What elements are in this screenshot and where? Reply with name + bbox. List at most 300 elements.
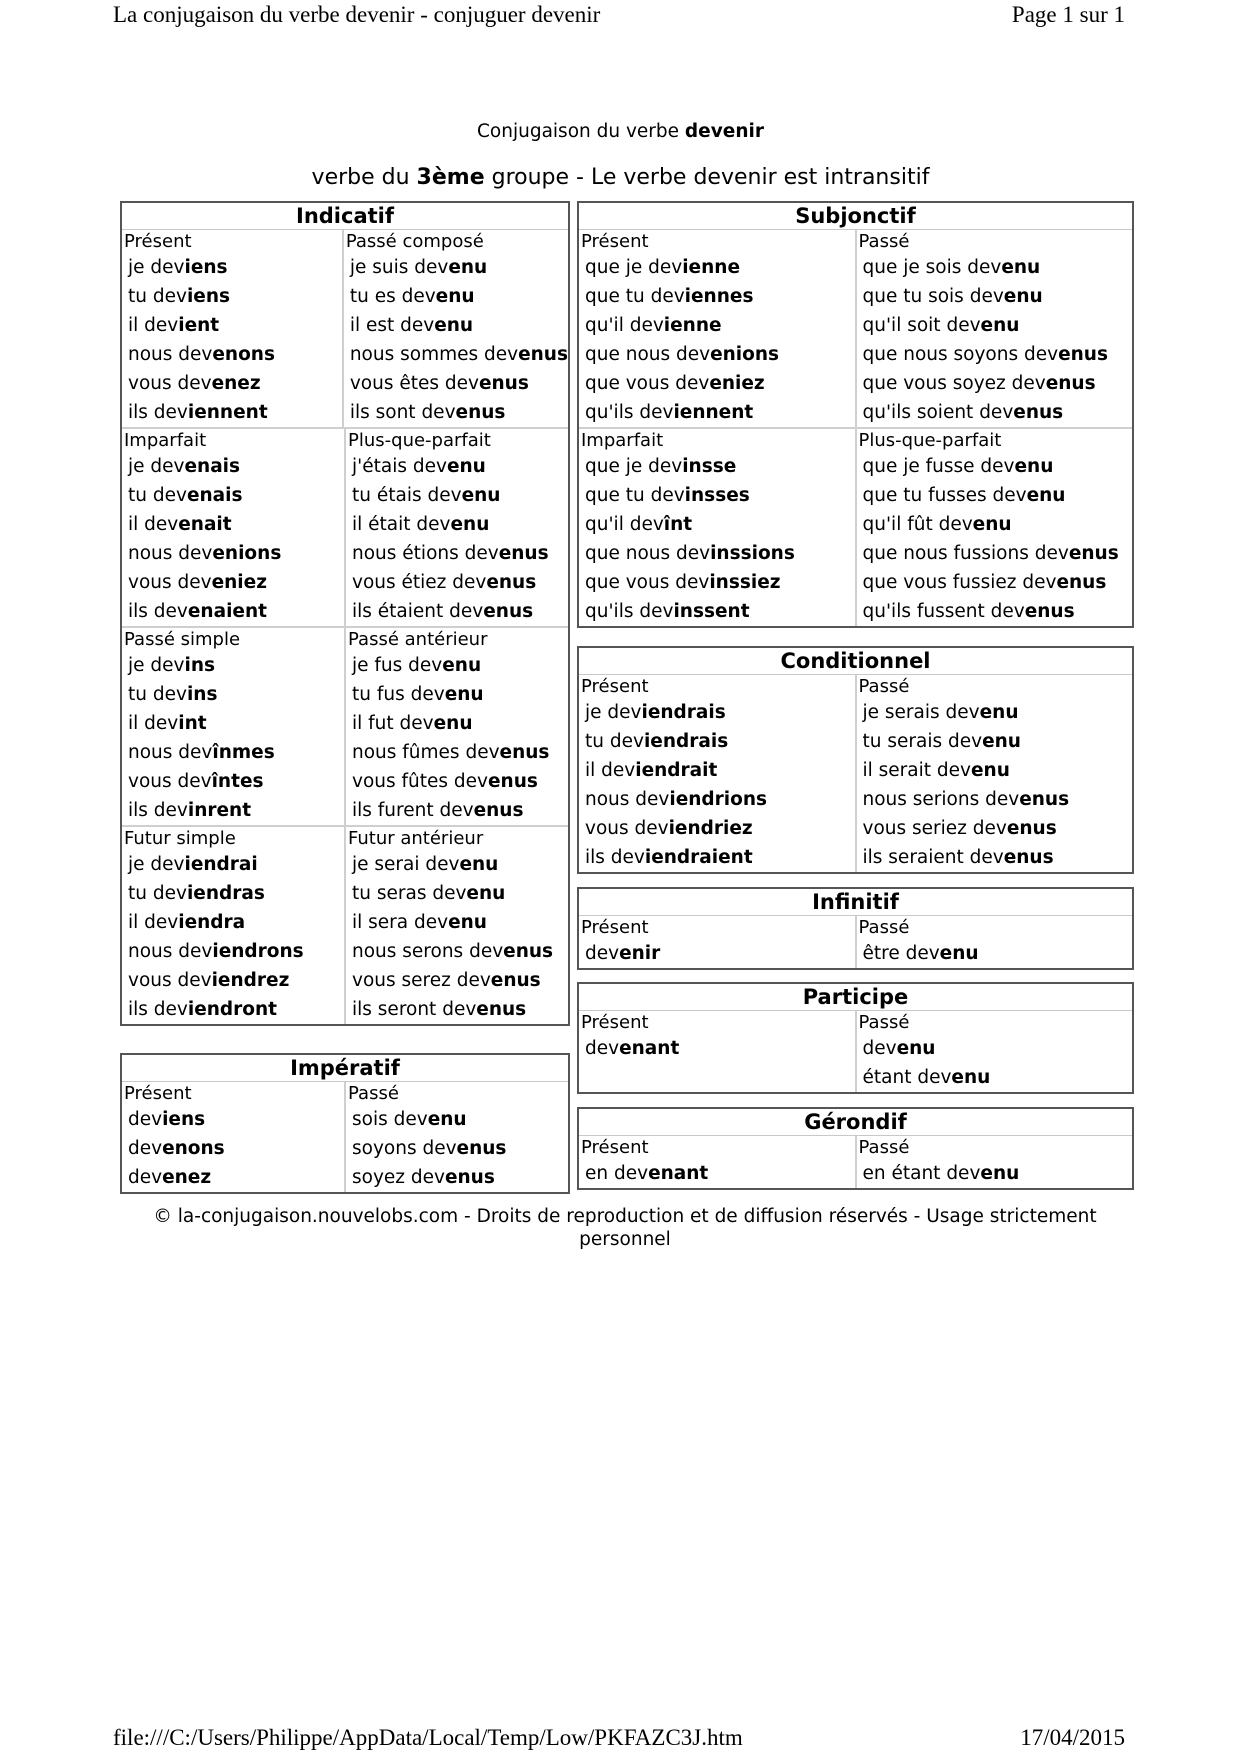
- tense-column: [855, 675, 1133, 872]
- form-stem: que je dev: [585, 257, 683, 278]
- form-ending: enus: [1056, 572, 1107, 593]
- tense-column: [342, 230, 568, 427]
- conjugated-form: [857, 340, 1133, 369]
- form-stem: que tu dev: [585, 485, 685, 506]
- tense-block: [122, 827, 568, 1024]
- form-stem: tu es dev: [349, 286, 436, 307]
- form-stem: il sera dev: [352, 912, 449, 933]
- form-stem: soyons dev: [352, 1138, 457, 1159]
- form-stem: ils seraient dev: [862, 847, 1004, 868]
- verb-group-suffix: groupe - Le verbe devenir est intransitif: [484, 165, 930, 190]
- conjugated-form: [122, 481, 344, 510]
- form-ending: enu: [459, 854, 499, 875]
- form-stem: que je sois dev: [862, 257, 1002, 278]
- form-ending: iendriez: [668, 818, 753, 839]
- tense-column: [122, 429, 344, 626]
- form-stem: je dev: [128, 456, 185, 477]
- form-ending: inssiez: [709, 572, 781, 593]
- form-stem: je dev: [585, 702, 642, 723]
- form-ending: iendrions: [669, 789, 768, 810]
- form-ending: enus: [1013, 402, 1064, 423]
- form-ending: enus: [478, 373, 529, 394]
- form-stem: qu'il dev: [585, 514, 664, 535]
- form-ending: enus: [1019, 789, 1070, 810]
- form-stem: que tu sois dev: [862, 286, 1004, 307]
- form-ending: insse: [682, 456, 737, 477]
- form-ending: iennent: [673, 402, 754, 423]
- form-ending: inrent: [187, 800, 252, 821]
- conjugated-form: [122, 738, 344, 767]
- form-stem: je dev: [128, 655, 185, 676]
- form-stem: il dev: [128, 912, 179, 933]
- form-ending: ienne: [663, 315, 722, 336]
- form-ending: enu: [446, 456, 486, 477]
- conjugated-form: [122, 709, 344, 738]
- conjugated-form: [579, 939, 855, 968]
- tense-name: Passé composé: [345, 231, 484, 252]
- form-stem: que vous dev: [585, 572, 710, 593]
- tense-block: [579, 1011, 1132, 1092]
- tense-column: [579, 916, 855, 968]
- form-stem: vous dev: [128, 771, 212, 792]
- form-stem: ils sont dev: [349, 402, 456, 423]
- form-ending: enus: [498, 543, 549, 564]
- form-ending: ins: [186, 684, 218, 705]
- form-ending: enions: [710, 344, 780, 365]
- conjugated-form: [579, 1159, 855, 1188]
- tense-block: [122, 628, 568, 827]
- tense-block: [122, 1082, 568, 1192]
- indicatif-box: [120, 201, 570, 1026]
- conjugated-form: [857, 698, 1133, 727]
- form-stem: ils dev: [585, 847, 645, 868]
- form-stem: étant dev: [862, 1067, 952, 1088]
- tense-block: [122, 230, 568, 429]
- conjugated-form: [122, 398, 342, 427]
- form-ending: int: [178, 713, 207, 734]
- section-title-conditionnel: Conditionnel: [579, 648, 1132, 675]
- form-ending: enu: [450, 514, 490, 535]
- form-stem: je fus dev: [352, 655, 443, 676]
- form-ending: enus: [455, 402, 506, 423]
- form-stem: il dev: [585, 760, 636, 781]
- form-stem: il fut dev: [352, 713, 434, 734]
- section-title-subjonctif: Subjonctif: [579, 203, 1132, 230]
- conjugated-form: [122, 1134, 344, 1163]
- conjugated-form: [346, 738, 568, 767]
- conjugated-form: [122, 850, 344, 879]
- form-ending: insses: [684, 485, 750, 506]
- form-stem: il dev: [128, 713, 179, 734]
- tense-column: [579, 1136, 855, 1188]
- form-ending: enu: [970, 760, 1010, 781]
- conjugated-form: [579, 568, 855, 597]
- form-stem: être dev: [862, 943, 940, 964]
- form-stem: qu'il dev: [585, 315, 664, 336]
- tense-name: Imparfait: [124, 430, 207, 451]
- form-ending: enus: [473, 800, 524, 821]
- form-stem: que tu dev: [585, 286, 685, 307]
- tense-block: [122, 429, 568, 628]
- form-ending: eniez: [709, 373, 765, 394]
- form-ending: enus: [487, 771, 538, 792]
- form-stem: j'étais dev: [352, 456, 447, 477]
- conjugated-form: [857, 1034, 1133, 1063]
- conjugated-form: [122, 369, 342, 398]
- form-stem: vous dev: [585, 818, 669, 839]
- form-ending: enons: [212, 344, 275, 365]
- tense-name: Passé: [858, 1137, 910, 1158]
- form-ending: enais: [186, 485, 243, 506]
- form-ending: enu: [896, 1038, 936, 1059]
- form-stem: dev: [128, 1167, 163, 1188]
- form-stem: il dev: [128, 315, 179, 336]
- tense-name: Présent: [581, 917, 649, 938]
- conjugated-form: [857, 481, 1133, 510]
- form-ending: enu: [1003, 286, 1043, 307]
- conjugated-form: [579, 756, 855, 785]
- conjugated-form: [857, 539, 1133, 568]
- form-stem: il dev: [128, 514, 179, 535]
- conjugated-form: [346, 1163, 568, 1192]
- form-stem: tu dev: [128, 883, 187, 904]
- conjugated-form: [346, 879, 568, 908]
- form-stem: vous êtes dev: [349, 373, 479, 394]
- conjugated-form: [857, 1063, 1133, 1092]
- form-stem: dev: [585, 1038, 620, 1059]
- form-stem: tu dev: [128, 684, 187, 705]
- form-ending: enu: [433, 713, 473, 734]
- tense-column: [122, 1082, 344, 1192]
- print-header-title: La conjugaison du verbe devenir - conjuguer devenir: [113, 2, 601, 27]
- form-stem: je serais dev: [862, 702, 980, 723]
- tense-column: [122, 230, 342, 427]
- tense-name: Passé: [858, 917, 910, 938]
- form-stem: nous dev: [585, 789, 670, 810]
- tense-name: Imparfait: [581, 430, 664, 451]
- form-ending: enus: [503, 941, 554, 962]
- form-ending: enu: [979, 702, 1019, 723]
- form-ending: enu: [427, 1109, 467, 1130]
- tense-name: Présent: [581, 1137, 649, 1158]
- conjugated-form: [857, 843, 1133, 872]
- form-ending: enu: [444, 684, 484, 705]
- conjugated-form: [122, 966, 344, 995]
- tense-name: Futur simple: [124, 828, 236, 849]
- conjugated-form: [857, 253, 1133, 282]
- form-ending: enais: [184, 456, 241, 477]
- conjugated-form: [346, 796, 568, 825]
- form-ending: enu: [448, 257, 488, 278]
- conjugated-form: [122, 452, 344, 481]
- conjugated-form: [122, 568, 344, 597]
- verb-group-prefix: verbe du: [311, 165, 417, 190]
- conjugated-form: [579, 698, 855, 727]
- form-stem: ils dev: [128, 402, 188, 423]
- form-stem: qu'ils soient dev: [862, 402, 1014, 423]
- form-stem: tu dev: [585, 731, 644, 752]
- tense-name: Passé antérieur: [348, 629, 488, 650]
- tense-column: [579, 230, 855, 427]
- conjugated-form: [857, 452, 1133, 481]
- form-stem: il est dev: [349, 315, 435, 336]
- form-stem: sois dev: [352, 1109, 428, 1130]
- print-header-page-number: Page 1 sur 1: [1011, 2, 1125, 27]
- conjugated-form: [122, 1163, 344, 1192]
- form-ending: enu: [1026, 485, 1066, 506]
- form-stem: nous étions dev: [352, 543, 499, 564]
- form-ending: enir: [619, 943, 661, 964]
- conjugated-form: [579, 340, 855, 369]
- form-stem: que tu fusses dev: [862, 485, 1027, 506]
- conjugated-form: [579, 597, 855, 626]
- conjugated-form: [857, 1159, 1133, 1188]
- conjugated-form: [122, 282, 342, 311]
- form-ending: enus: [1058, 344, 1108, 365]
- conjugated-form: [122, 253, 342, 282]
- form-ending: iendra: [178, 912, 246, 933]
- conjugated-form: [857, 756, 1133, 785]
- form-stem: nous serions dev: [862, 789, 1020, 810]
- tense-name: Plus-que-parfait: [858, 430, 1002, 451]
- form-stem: ils étaient dev: [352, 601, 484, 622]
- tense-block: [579, 230, 1132, 429]
- form-stem: vous serez dev: [352, 970, 491, 991]
- conjugated-form: [346, 908, 568, 937]
- conjugated-form: [579, 539, 855, 568]
- form-stem: tu dev: [128, 286, 187, 307]
- section-title-indicatif: Indicatif: [122, 203, 568, 230]
- form-ending: enez: [162, 1167, 212, 1188]
- form-ending: iens: [184, 257, 228, 278]
- form-stem: ils seront dev: [352, 999, 477, 1020]
- form-ending: ient: [178, 315, 220, 336]
- form-ending: înt: [663, 514, 693, 535]
- form-stem: ils furent dev: [352, 800, 474, 821]
- form-stem: en étant dev: [862, 1163, 981, 1184]
- conjugated-form: [857, 369, 1133, 398]
- form-stem: vous dev: [128, 572, 212, 593]
- conjugated-form: [344, 282, 568, 311]
- conjugated-form: [122, 767, 344, 796]
- form-stem: tu dev: [128, 485, 187, 506]
- form-ending: enus: [456, 1138, 507, 1159]
- conjugated-form: [122, 1105, 344, 1134]
- conjugated-form: [857, 282, 1133, 311]
- conjugated-form: [346, 995, 568, 1024]
- form-ending: iendrais: [643, 731, 729, 752]
- conjugated-form: [346, 597, 568, 626]
- form-ending: enant: [648, 1163, 709, 1184]
- form-stem: que je dev: [585, 456, 683, 477]
- conjugated-form: [344, 311, 568, 340]
- copyright-notice: © la-conjugaison.nouvelobs.com - Droits de reproduction et de diffusion réservés - Usage strictement personnel: [153, 1206, 1097, 1250]
- conjugated-form: [579, 481, 855, 510]
- conjugated-form: [579, 452, 855, 481]
- form-stem: nous serons dev: [352, 941, 504, 962]
- conjugated-form: [346, 651, 568, 680]
- conjugated-form: [579, 398, 855, 427]
- form-ending: iendras: [186, 883, 265, 904]
- form-stem: soyez dev: [352, 1167, 445, 1188]
- form-ending: ins: [184, 655, 216, 676]
- form-stem: qu'il soit dev: [862, 315, 981, 336]
- form-stem: en dev: [585, 1163, 649, 1184]
- form-ending: iendrai: [184, 854, 258, 875]
- tense-name: Présent: [581, 1012, 649, 1033]
- conjugated-form: [122, 937, 344, 966]
- conjugated-form: [344, 398, 568, 427]
- conjugated-form: [579, 814, 855, 843]
- tense-column: [579, 429, 855, 626]
- conjugated-form: [579, 785, 855, 814]
- form-ending: enez: [211, 373, 261, 394]
- tense-block: [579, 916, 1132, 968]
- conjugated-form: [346, 568, 568, 597]
- form-stem: que nous fussions dev: [862, 543, 1069, 564]
- conjugated-form: [122, 651, 344, 680]
- tense-column: [855, 230, 1133, 427]
- tense-name: Passé: [858, 231, 910, 252]
- form-ending: iennent: [187, 402, 268, 423]
- form-ending: enu: [972, 514, 1012, 535]
- form-stem: dev: [128, 1138, 163, 1159]
- form-stem: ils dev: [128, 999, 188, 1020]
- tense-column: [344, 827, 568, 1024]
- form-stem: je dev: [128, 854, 185, 875]
- conjugated-form: [344, 253, 568, 282]
- form-ending: inssions: [710, 543, 795, 564]
- form-stem: dev: [862, 1038, 897, 1059]
- conjugated-form: [122, 539, 344, 568]
- form-stem: qu'ils dev: [585, 402, 674, 423]
- participe-box: [577, 982, 1134, 1094]
- tense-column: [344, 628, 568, 825]
- print-footer-file-path: file:///C:/Users/Philippe/AppData/Local/Temp/Low/PKFAZC3J.htm: [113, 1725, 743, 1750]
- tense-name: Passé: [858, 676, 910, 697]
- form-ending: enait: [178, 514, 232, 535]
- form-ending: iendrons: [212, 941, 304, 962]
- form-stem: dev: [128, 1109, 163, 1130]
- form-stem: que vous fussiez dev: [862, 572, 1057, 593]
- form-ending: enus: [518, 344, 568, 365]
- conjugated-form: [857, 939, 1133, 968]
- tense-column: [855, 1136, 1133, 1188]
- form-ending: iens: [186, 286, 231, 307]
- form-ending: enu: [442, 655, 482, 676]
- form-ending: enus: [1024, 601, 1075, 622]
- form-ending: enaient: [187, 601, 267, 622]
- form-stem: nous dev: [128, 344, 213, 365]
- conjugated-form: [344, 369, 568, 398]
- conjugated-form: [346, 709, 568, 738]
- conditionnel-box: [577, 646, 1134, 874]
- conjugated-form: [579, 311, 855, 340]
- form-stem: dev: [585, 943, 620, 964]
- form-stem: je serai dev: [352, 854, 460, 875]
- conjugated-form: [122, 510, 344, 539]
- form-ending: iens: [162, 1109, 206, 1130]
- form-ending: enu: [461, 485, 501, 506]
- form-ending: enus: [499, 742, 550, 763]
- conjugated-form: [579, 369, 855, 398]
- form-stem: vous fûtes dev: [352, 771, 488, 792]
- form-ending: enus: [1045, 373, 1096, 394]
- form-ending: iendraient: [644, 847, 753, 868]
- form-ending: enu: [435, 286, 475, 307]
- tense-name: Futur antérieur: [348, 828, 484, 849]
- form-ending: enus: [1006, 818, 1057, 839]
- conjugated-form: [579, 253, 855, 282]
- form-ending: enus: [1003, 847, 1054, 868]
- form-stem: que nous dev: [585, 344, 711, 365]
- conjugated-form: [857, 568, 1133, 597]
- tense-column: [122, 827, 344, 1024]
- conjugated-form: [346, 1105, 568, 1134]
- form-stem: tu serais dev: [862, 731, 983, 752]
- section-title-infinitif: Infinitif: [579, 889, 1132, 916]
- form-ending: iendrait: [635, 760, 718, 781]
- form-ending: enu: [980, 315, 1020, 336]
- conjugated-form: [346, 510, 568, 539]
- conjugated-form: [346, 481, 568, 510]
- form-stem: nous dev: [128, 742, 213, 763]
- form-ending: enus: [1068, 543, 1119, 564]
- form-stem: nous dev: [128, 941, 213, 962]
- print-footer-date: 17/04/2015: [1020, 1725, 1125, 1750]
- form-ending: iennes: [684, 286, 754, 307]
- verb-group-line: [0, 165, 1241, 190]
- conjugated-form: [122, 680, 344, 709]
- conjugated-form: [122, 796, 344, 825]
- conjugated-form: [579, 510, 855, 539]
- conjugated-form: [346, 850, 568, 879]
- conjugated-form: [122, 340, 342, 369]
- form-ending: enus: [476, 999, 527, 1020]
- form-stem: nous sommes dev: [349, 344, 519, 365]
- form-stem: ils dev: [128, 601, 188, 622]
- conjugated-form: [344, 340, 568, 369]
- form-stem: tu seras dev: [352, 883, 467, 904]
- form-stem: je dev: [128, 257, 185, 278]
- form-stem: je suis dev: [349, 257, 449, 278]
- conjugated-form: [579, 282, 855, 311]
- conjugated-form: [857, 727, 1133, 756]
- tense-column: [855, 1011, 1133, 1092]
- conjugated-form: [857, 311, 1133, 340]
- tense-block: [579, 429, 1132, 626]
- conjugated-form: [122, 908, 344, 937]
- conjugated-form: [346, 966, 568, 995]
- form-stem: vous dev: [128, 373, 212, 394]
- form-ending: enu: [982, 731, 1021, 752]
- form-stem: que nous dev: [585, 543, 711, 564]
- form-ending: eniez: [211, 572, 267, 593]
- form-stem: que vous soyez dev: [862, 373, 1046, 394]
- conjugated-form: [346, 937, 568, 966]
- form-ending: enions: [212, 543, 282, 564]
- form-ending: iendront: [187, 999, 278, 1020]
- form-stem: que vous dev: [585, 373, 710, 394]
- infinitif-box: [577, 887, 1134, 970]
- conjugated-form: [346, 1134, 568, 1163]
- tense-column: [579, 1011, 855, 1092]
- form-stem: vous dev: [128, 970, 212, 991]
- form-stem: il était dev: [352, 514, 451, 535]
- form-ending: enu: [939, 943, 979, 964]
- form-ending: enu: [1001, 257, 1041, 278]
- conjugated-form: [122, 311, 342, 340]
